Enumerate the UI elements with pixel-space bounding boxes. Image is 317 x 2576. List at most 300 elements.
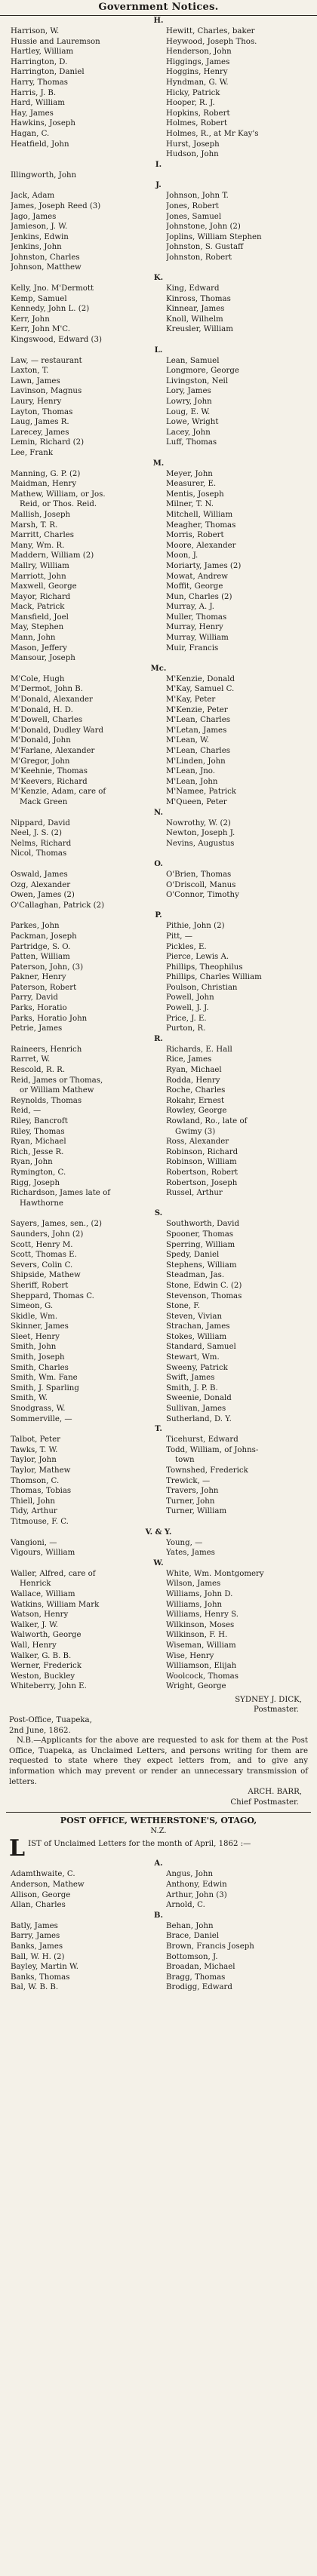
addressee-entry: Reynolds, Thomas — [11, 1096, 82, 1105]
addressee-entry: Riley, Thomas — [11, 1127, 65, 1136]
addressee-entry: Petrie, James — [11, 1024, 63, 1033]
addressee-entry: Jones, Samuel — [166, 212, 222, 221]
addressee-entry: Paterson, John, (3) — [11, 963, 84, 972]
addressee-entry: Mansour, Joseph — [11, 654, 75, 663]
addressee-entry: Skidle, Wm. — [11, 1312, 58, 1321]
right-column — [160, 469, 309, 664]
addressee-entry: Mack, Patrick — [11, 603, 65, 612]
office-place: Post-Office, Tuapeka, — [9, 1716, 92, 1725]
addressee-entry: Hawthorne — [20, 1199, 63, 1208]
addressee-entry: Skinner, James — [11, 1322, 69, 1331]
section-letter: K. — [153, 274, 164, 283]
addressee-entry: Williams, Henry S. — [166, 1610, 239, 1620]
addressee-entry: Brace, Daniel — [166, 1932, 219, 1941]
addressee-entry: M'Kenzie, Adam, care of — [11, 788, 106, 797]
name-columns — [0, 1921, 317, 1993]
addressee-entry: Sweeny, Patrick — [166, 1363, 228, 1372]
addressee-entry: Reid, — — [11, 1107, 42, 1116]
addressee-entry: Severs, Colin C. — [11, 1260, 73, 1270]
right-column — [160, 1219, 309, 1424]
addressee-entry: Laug, James R. — [11, 418, 69, 427]
addressee-entry: Anderson, Mathew — [11, 1881, 85, 1889]
left-column — [11, 469, 160, 664]
addressee-entry: Oswald, James — [11, 870, 68, 879]
addressee-entry: Richardson, James late of — [11, 1189, 110, 1198]
addressee-entry: Shipside, Mathew — [11, 1271, 81, 1280]
addressee-entry: Kinnear, James — [166, 305, 225, 314]
addressee-entry: Sleet, Henry — [11, 1332, 60, 1341]
section-letter: J. — [155, 181, 162, 190]
addressee-entry: Bal, W. B. B. — [11, 1983, 59, 1992]
addressee-entry: Henderson, John — [166, 48, 232, 57]
addressee-entry: Hussie and Lauremson — [11, 37, 100, 46]
addressee-entry: M'Kenzie, Donald — [166, 674, 235, 683]
addressee-entry: Brodigg, Edward — [166, 1983, 232, 1992]
name-columns — [0, 674, 317, 808]
section-letter: T. — [155, 1425, 162, 1434]
addressee-entry: Loug, E. W. — [166, 407, 211, 416]
addressee-entry: Ryan, John — [11, 1158, 53, 1167]
addressee-entry: Kinross, Thomas — [166, 294, 231, 303]
section-letter: A. — [154, 1859, 163, 1868]
addressee-entry: Owen, James (2) — [11, 891, 75, 900]
addressee-entry: Williams, John D. — [166, 1589, 233, 1598]
addressee-entry: O'Brien, Thomas — [166, 870, 232, 879]
addressee-entry: Barry, James — [11, 1932, 60, 1941]
addressee-entry: Ticehurst, Edward — [166, 1435, 239, 1445]
addressee-entry: Muller, Thomas — [166, 613, 227, 622]
addressee-entry: Rich, Jesse R. — [11, 1147, 64, 1156]
addressee-entry: Meyer, John — [166, 469, 213, 478]
addressee-entry: Jamieson, J. W. — [11, 223, 68, 232]
tuapeka-footer — [0, 1695, 317, 1808]
addressee-entry: Jenkins, Edwin — [11, 232, 69, 241]
addressee-entry: Ball, W. H. (2) — [11, 1952, 65, 1961]
addressee-entry: Hard, William — [11, 99, 65, 108]
addressee-entry: Ryan, Michael — [11, 1138, 66, 1147]
addressee-entry: Hudson, John — [166, 150, 219, 159]
addressee-entry: Kreusler, William — [166, 325, 233, 334]
right-column — [160, 1569, 309, 1692]
addressee-entry: Layton, Thomas — [11, 407, 73, 416]
name-columns — [0, 1869, 317, 1910]
addressee-entry: Wilkinson, Moses — [166, 1620, 235, 1629]
addressee-entry: Measurer, E. — [166, 480, 217, 489]
left-column — [11, 1219, 160, 1424]
chief-postmaster-signature: ARCH. BARR, — [248, 1788, 302, 1797]
addressee-entry: Russel, Arthur — [166, 1189, 223, 1198]
addressee-entry: M'Lean, John — [166, 777, 218, 786]
addressee-entry: Hopkins, Robert — [166, 109, 230, 118]
addressee-entry: Murray, A. J. — [166, 603, 215, 612]
addressee-entry: Laury, Henry — [11, 398, 62, 406]
addressee-entry: Purton, R. — [166, 1024, 206, 1033]
addressee-entry: Scott, Henry M. — [11, 1240, 73, 1249]
addressee-entry: Raineers, Henrich — [11, 1045, 82, 1054]
section-letter: N. — [154, 808, 163, 817]
right-column — [160, 674, 309, 808]
addressee-entry: Smith, Wm. Fane — [11, 1374, 78, 1383]
addressee-entry: Knoll, Wilhelm — [166, 315, 223, 324]
addressee-entry: O'Callaghan, Patrick (2) — [11, 901, 105, 910]
addressee-entry: King, Edward — [166, 284, 220, 293]
list-intro-text: IST of Unclaimed Letters for the month of April, 1862 :— — [28, 1840, 251, 1849]
addressee-entry: Stephens, William — [166, 1260, 237, 1270]
right-column — [160, 170, 309, 181]
addressee-entry: M'Dowell, Charles — [11, 716, 83, 725]
addressee-entry: Moriarty, James (2) — [166, 561, 242, 570]
name-columns — [0, 191, 317, 273]
section-letter: R. — [154, 1034, 163, 1043]
addressee-entry: Sayers, James, sen., (2) — [11, 1220, 102, 1229]
addressee-entry: Mentis, Joseph — [166, 490, 224, 499]
addressee-entry: Young, — — [166, 1538, 203, 1547]
addressee-entry: town — [175, 1456, 195, 1465]
addressee-entry: Watson, Henry — [11, 1610, 69, 1620]
addressee-entry: Robinson, Richard — [166, 1147, 239, 1156]
addressee-entry: Jones, Robert — [166, 201, 219, 210]
addressee-entry: Lavinson, Magnus — [11, 387, 82, 396]
addressee-entry: Rowley, George — [166, 1107, 227, 1116]
addressee-entry: M'Farlane, Alexander — [11, 747, 95, 755]
addressee-entry: Titmouse, F. C. — [11, 1517, 69, 1526]
right-column — [160, 356, 309, 459]
addressee-entry: Rokahr, Ernest — [166, 1096, 225, 1105]
left-column — [11, 1569, 160, 1692]
name-columns — [0, 1569, 317, 1692]
addressee-entry: Lory, James — [166, 387, 211, 396]
addressee-entry: Phillips, Theophilus — [166, 963, 243, 972]
addressee-entry: Jago, James — [11, 212, 57, 221]
addressee-entry: Robertson, Robert — [166, 1168, 239, 1177]
addressee-entry: Sheriff, Robert — [11, 1281, 69, 1290]
addressee-entry: Bayley, Martin W. — [11, 1963, 78, 1972]
addressee-entry: Parks, Horatio — [11, 1004, 67, 1013]
addressee-entry: Swift, James — [166, 1374, 215, 1383]
addressee-entry: Illingworth, John — [11, 170, 77, 180]
addressee-entry: Smith, W. — [11, 1394, 48, 1403]
addressee-entry: Maidman, Henry — [11, 480, 77, 489]
left-column — [11, 170, 160, 181]
addressee-entry: Meagher, Thomas — [166, 520, 236, 530]
addressee-entry: Travers, John — [166, 1487, 219, 1496]
addressee-entry: Marsh, T. R. — [11, 520, 58, 530]
left-column — [11, 1921, 160, 1993]
addressee-entry: Steven, Vivian — [166, 1312, 223, 1321]
addressee-entry: Taylor, Mathew — [11, 1466, 71, 1475]
addressee-entry: Manning, G. P. (2) — [11, 469, 81, 478]
addressee-entry: Hicky, Patrick — [166, 88, 220, 97]
addressee-entry: M'Linden, John — [166, 757, 226, 766]
addressee-entry: Whiteberry, John E. — [11, 1682, 87, 1691]
addressee-entry: M'Queen, Peter — [166, 797, 227, 806]
addressee-entry: Stone, Edwin C. (2) — [166, 1281, 242, 1290]
addressee-entry: Nippard, David — [11, 818, 70, 827]
left-column — [11, 1045, 160, 1209]
name-columns — [0, 921, 317, 1034]
addressee-entry: Harrington, D. — [11, 57, 68, 66]
name-columns — [0, 1219, 317, 1424]
addressee-entry: Murray, Henry — [166, 623, 223, 632]
addressee-entry: Lean, Samuel — [166, 356, 220, 365]
addressee-entry: Rymington, C. — [11, 1168, 66, 1177]
addressee-entry: Turner, John — [166, 1497, 215, 1506]
addressee-entry: Gwimy (3) — [175, 1127, 216, 1136]
addressee-entry: Wright, George — [166, 1682, 226, 1691]
addressee-entry: Mallish, Joseph — [11, 510, 71, 519]
addressee-entry: Parry, David — [11, 993, 58, 1002]
addressee-entry: Marriott, John — [11, 572, 66, 581]
addressee-entry: M'Keehnie, Thomas — [11, 767, 88, 776]
addressee-entry: James, Joseph Reed (3) — [11, 201, 101, 210]
addressee-entry: Pierce, Lewis A. — [166, 953, 229, 962]
addressee-entry: Angus, John — [166, 1870, 214, 1879]
addressee-entry: Walworth, George — [11, 1631, 82, 1640]
addressee-entry: Bottomson, J. — [166, 1952, 218, 1961]
addressee-entry: Wall, Henry — [11, 1641, 57, 1650]
addressee-entry: Saunders, John (2) — [11, 1230, 84, 1239]
left-column — [11, 818, 160, 859]
addressee-entry: Nelms, Richard — [11, 839, 72, 848]
addressee-entry: Hay, James — [11, 109, 54, 118]
addressee-entry: Woolcock, Thomas — [166, 1672, 239, 1681]
addressee-entry: Poulson, Christian — [166, 983, 238, 992]
addressee-entry: Kemp, Samuel — [11, 294, 67, 303]
addressee-entry: Rodda, Henry — [166, 1076, 220, 1085]
postmaster-signature: SYDNEY J. DICK, — [235, 1695, 302, 1704]
addressee-entry: Milner, T. N. — [166, 500, 214, 509]
addressee-entry: Mann, John — [11, 634, 56, 643]
left-column — [11, 1435, 160, 1527]
addressee-entry: M'Lean, Jno. — [166, 767, 215, 776]
addressee-entry: Thomson, C. — [11, 1476, 60, 1485]
addressee-entry: Thomas, Tobias — [11, 1487, 72, 1496]
name-columns — [0, 1538, 317, 1558]
addressee-entry: Joplins, William Stephen — [166, 232, 262, 241]
addressee-entry: Stewart, Wm. — [166, 1353, 220, 1362]
addressee-entry: Allison, George — [11, 1890, 71, 1899]
addressee-entry: Walker, J. W. — [11, 1620, 59, 1629]
addressee-entry: M'Dermot, John B. — [11, 685, 83, 694]
addressee-entry: Heatfield, John — [11, 140, 69, 149]
right-column — [160, 191, 309, 273]
addressee-entry: Wiseman, William — [166, 1641, 236, 1650]
addressee-entry: Southworth, David — [166, 1220, 239, 1229]
name-columns — [0, 818, 317, 859]
addressee-entry: Richards, E. Hall — [166, 1045, 232, 1054]
addressee-entry: Scott, Thomas E. — [11, 1251, 77, 1260]
addressee-entry: Bragg, Thomas — [166, 1973, 226, 1982]
divider — [6, 1812, 311, 1813]
section-letter: H. — [153, 17, 164, 25]
addressee-entry: Broadan, Michael — [166, 1963, 235, 1972]
addressee-entry: Smith, J. Sparling — [11, 1383, 79, 1392]
addressee-entry: M'Lean, W. — [166, 736, 210, 745]
wetherstones-letters-list — [0, 1859, 317, 1993]
left-column — [11, 26, 160, 160]
addressee-entry: Williams, John — [166, 1600, 223, 1609]
section-letter: I. — [155, 160, 162, 169]
addressee-entry: Powell, J. J. — [166, 1004, 209, 1013]
addressee-entry: Behan, John — [166, 1921, 214, 1930]
chief-postmaster-role: Chief Postmaster. — [230, 1798, 299, 1807]
addressee-entry: Johnston, Charles — [11, 253, 80, 262]
addressee-entry: Sommerville, — — [11, 1414, 72, 1423]
name-columns — [0, 1435, 317, 1527]
right-column — [160, 1045, 309, 1209]
addressee-entry: Patten, William — [11, 953, 70, 962]
addressee-entry: Moffit, George — [166, 582, 223, 591]
addressee-entry: Sperring, William — [166, 1240, 235, 1249]
addressee-entry: M'Kay, Peter — [166, 695, 216, 705]
addressee-entry: Arnold, C. — [166, 1901, 205, 1910]
addressee-entry: Rarret, W. — [11, 1055, 51, 1064]
addressee-entry: O'Connor, Timothy — [166, 891, 239, 900]
addressee-entry: Turner, William — [166, 1507, 227, 1516]
addressee-entry: Kennedy, John L. (2) — [11, 305, 90, 314]
section-letter: Mc. — [150, 664, 167, 673]
addressee-entry: Nevins, Augustus — [166, 839, 235, 848]
addressee-entry: Mallry, William — [11, 561, 69, 570]
addressee-entry: Strachan, James — [166, 1322, 230, 1331]
addressee-entry: Holmes, R., at Mr Kay's — [166, 129, 259, 138]
addressee-entry: M'Lean, Charles — [166, 747, 230, 755]
right-column — [160, 1921, 309, 1993]
addressee-entry: Partridge, S. O. — [11, 942, 71, 951]
addressee-entry: Watkins, William Mark — [11, 1600, 100, 1609]
addressee-entry: Jenkins, John — [11, 243, 62, 252]
left-column — [11, 284, 160, 345]
addressee-entry: Taylor, John — [11, 1456, 57, 1465]
addressee-entry: M'Kenzie, Peter — [166, 705, 228, 714]
addressee-entry: Lawn, James — [11, 376, 60, 385]
section-letter: O. — [154, 859, 163, 868]
addressee-entry: Parks, Horatio John — [11, 1014, 88, 1023]
addressee-entry: Mowat, Andrew — [166, 572, 228, 581]
addressee-entry: Higgings, James — [166, 57, 230, 66]
addressee-entry: M'Letan, James — [166, 726, 227, 735]
addressee-entry: Robinson, William — [166, 1158, 237, 1167]
addressee-entry: Steadman, Jas. — [166, 1271, 225, 1280]
addressee-entry: Maxwell, George — [11, 582, 77, 591]
section-letter: P. — [155, 911, 162, 920]
addressee-entry: Marritt, Charles — [11, 531, 74, 540]
addressee-entry: Williamson, Elijah — [166, 1662, 237, 1671]
addressee-entry: Heywood, Joseph Thos. — [166, 37, 257, 46]
office-date: 2nd June, 1862. — [9, 1726, 71, 1735]
addressee-entry: Henrick — [20, 1580, 51, 1589]
addressee-entry: Nicol, Thomas — [11, 849, 67, 858]
addressee-entry: Vangioni, — — [11, 1538, 57, 1547]
name-columns — [0, 1045, 317, 1209]
addressee-entry: Trewick, — — [166, 1476, 211, 1485]
addressee-entry: Standard, Samuel — [166, 1343, 236, 1352]
name-columns — [0, 284, 317, 345]
addressee-entry: Smith, John — [11, 1343, 57, 1352]
addressee-entry: M'Lean, Charles — [166, 716, 230, 725]
left-column — [11, 356, 160, 459]
right-column — [160, 1435, 309, 1527]
addressee-entry: Packman, Joseph — [11, 932, 77, 941]
addressee-entry: Thiell, John — [11, 1497, 55, 1506]
right-column — [160, 870, 309, 910]
addressee-entry: Luff, Thomas — [166, 438, 217, 447]
section-letter: W. — [153, 1558, 164, 1567]
addressee-entry: Tawks, T. W. — [11, 1445, 58, 1454]
addressee-entry: Wilkinson, F. H. — [166, 1631, 228, 1640]
addressee-entry: Reid, or Thos. Reid. — [20, 500, 97, 509]
addressee-entry: Spedy, Daniel — [166, 1251, 220, 1260]
addressee-entry: M'Kay, Samuel C. — [166, 685, 235, 694]
addressee-entry: Banks, James — [11, 1942, 63, 1951]
addressee-entry: Yates, James — [166, 1549, 215, 1558]
addressee-entry: Ryan, Michael — [166, 1066, 222, 1075]
addressee-entry: Sutherland, D. Y. — [166, 1414, 232, 1423]
right-column — [160, 921, 309, 1034]
addressee-entry: Adamthwaite, C. — [11, 1870, 75, 1879]
addressee-entry: Newton, Joseph J. — [166, 829, 235, 838]
addressee-entry: Wilson, James — [166, 1580, 221, 1589]
left-column — [11, 870, 160, 910]
addressee-entry: Powell, John — [166, 993, 214, 1002]
addressee-entry: Many, Wm. R. — [11, 541, 65, 550]
addressee-entry: M'Donald, H. D. — [11, 705, 73, 714]
left-column — [11, 191, 160, 273]
addressee-entry: Hagan, C. — [11, 129, 50, 138]
addressee-entry: Paterson, Robert — [11, 983, 77, 992]
addressee-entry: Rowland, Ro., late of — [166, 1117, 248, 1125]
addressee-entry: Stone, F. — [166, 1302, 200, 1311]
addressee-entry: Neel, J. S. (2) — [11, 829, 62, 838]
addressee-entry: Larecey, James — [11, 428, 69, 437]
list-intro — [0, 1835, 317, 1862]
left-column — [11, 674, 160, 808]
addressee-entry: May, Stephen — [11, 623, 64, 632]
addressee-entry: Hurst, Joseph — [166, 140, 220, 149]
addressee-entry: Stevenson, Thomas — [166, 1291, 242, 1300]
right-column — [160, 1869, 309, 1910]
addressee-entry: Roche, Charles — [166, 1086, 226, 1095]
addressee-entry: Johnston, Robert — [166, 253, 232, 262]
addressee-entry: Morris, Robert — [166, 531, 224, 540]
addressee-entry: Maddern, William (2) — [11, 551, 94, 560]
right-column — [160, 1538, 309, 1558]
addressee-entry: Johnson, Matthew — [11, 263, 82, 272]
section-letter: B. — [154, 1911, 163, 1920]
section-letter: M. — [152, 459, 165, 468]
addressee-entry: Pakner, Henry — [11, 973, 66, 982]
addressee-entry: Mack Green — [20, 797, 68, 806]
addressee-entry: Harrington, Daniel — [11, 68, 85, 77]
addressee-entry: Johnstone, John (2) — [166, 223, 241, 232]
addressee-entry: Mun, Charles (2) — [166, 592, 232, 601]
addressee-entry: O'Driscoll, Manus — [166, 880, 236, 889]
addressee-entry: Stokes, William — [166, 1332, 227, 1341]
addressee-entry: Laxton, T. — [11, 367, 49, 376]
addressee-entry: Phillips, Charles William — [166, 973, 262, 982]
addressee-entry: Weston, Buckley — [11, 1672, 75, 1681]
section-letter: L. — [154, 345, 163, 355]
addressee-entry: Pitt, — — [166, 932, 192, 941]
addressee-entry: Hawkins, Joseph — [11, 119, 75, 128]
addressee-entry: Muir, Francis — [166, 643, 219, 652]
addressee-entry: Batly, James — [11, 1921, 58, 1930]
post-office-subheading: N.Z. — [150, 1827, 167, 1836]
addressee-entry: Hyndman, G. W. — [166, 78, 229, 87]
addressee-entry: Waller, Alfred, care of — [11, 1569, 96, 1578]
addressee-entry: Hartley, William — [11, 48, 74, 57]
addressee-entry: Moore, Alexander — [166, 541, 236, 550]
